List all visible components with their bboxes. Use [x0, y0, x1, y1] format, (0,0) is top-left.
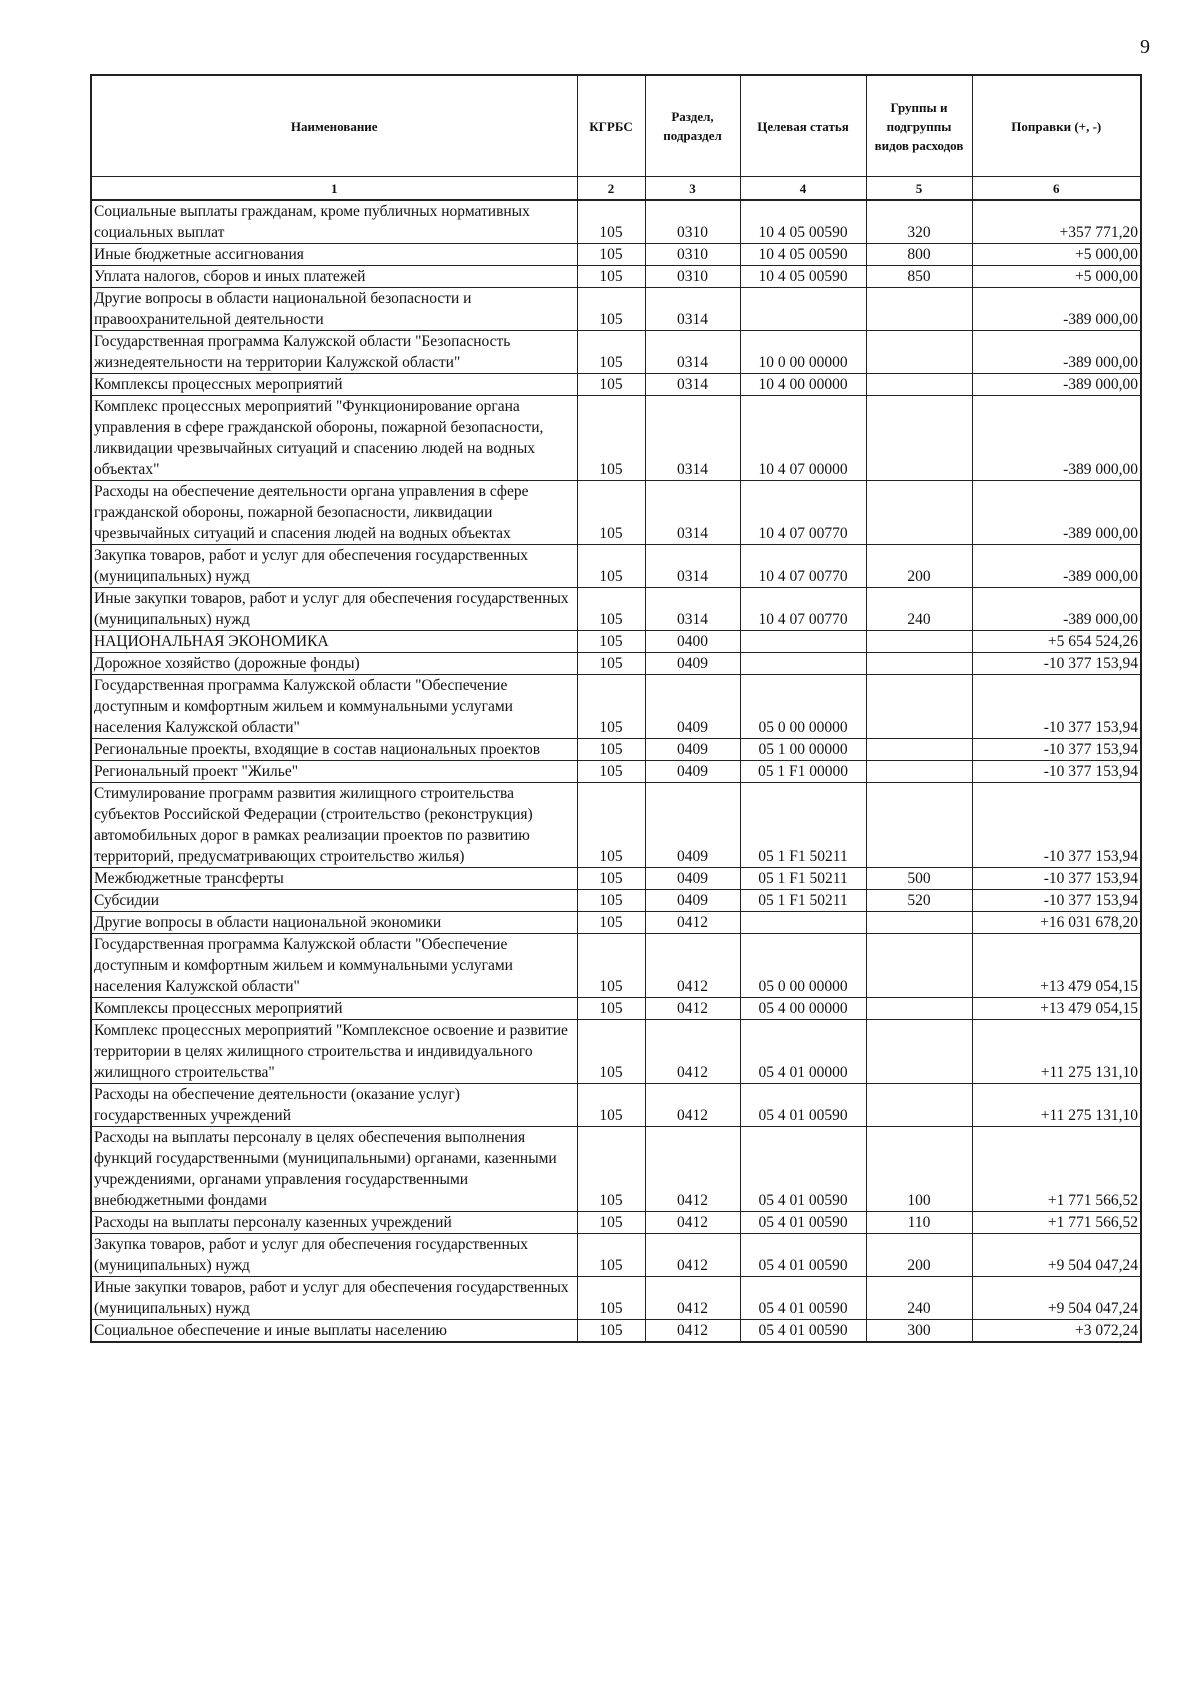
row-kgrbs: 105 [577, 631, 645, 653]
table-row [91, 653, 1141, 675]
row-kgrbs: 105 [577, 761, 645, 783]
row-section: 0314 [645, 374, 740, 396]
row-section: 0412 [645, 1320, 740, 1343]
row-group [866, 374, 972, 396]
row-group: 500 [866, 868, 972, 890]
row-target: 05 4 01 00590 [740, 1127, 866, 1212]
column-number: 1 [91, 177, 577, 201]
row-amount: -10 377 153,94 [972, 653, 1141, 675]
row-name: Другие вопросы в области национальной безопасности и правоохранительной деятельности [91, 288, 577, 331]
row-amount: +1 771 566,52 [972, 1127, 1141, 1212]
table-row [91, 1277, 1141, 1320]
row-section: 0409 [645, 653, 740, 675]
row-target: 10 4 05 00590 [740, 266, 866, 288]
row-group [866, 912, 972, 934]
row-name: Комплексы процессных мероприятий [91, 374, 577, 396]
row-target [740, 912, 866, 934]
header-target: Целевая статья [740, 75, 866, 177]
row-section: 0412 [645, 1084, 740, 1127]
row-kgrbs: 105 [577, 244, 645, 266]
row-name: Государственная программа Калужской области "Обеспечение доступным и комфортным жильем и коммунальными услугами населения Калужской области" [91, 934, 577, 998]
table-row [91, 998, 1141, 1020]
row-section: 0310 [645, 200, 740, 244]
row-group [866, 761, 972, 783]
page-number: 9 [1140, 36, 1150, 58]
row-group [866, 934, 972, 998]
row-name: Закупка товаров, работ и услуг для обеспечения государственных (муниципальных) нужд [91, 545, 577, 588]
row-group [866, 1020, 972, 1084]
row-section: 0314 [645, 331, 740, 374]
table-row [91, 1084, 1141, 1127]
header-amendment: Поправки (+, -) [972, 75, 1141, 177]
row-name: НАЦИОНАЛЬНАЯ ЭКОНОМИКА [91, 631, 577, 653]
row-section: 0412 [645, 1212, 740, 1234]
row-section: 0314 [645, 481, 740, 545]
table-row [91, 374, 1141, 396]
row-amount: +3 072,24 [972, 1320, 1141, 1343]
row-kgrbs: 105 [577, 1234, 645, 1277]
row-amount: -389 000,00 [972, 588, 1141, 631]
row-kgrbs: 105 [577, 1212, 645, 1234]
row-target [740, 288, 866, 331]
row-section: 0412 [645, 934, 740, 998]
row-name: Расходы на обеспечение деятельности (оказание услуг) государственных учреждений [91, 1084, 577, 1127]
row-kgrbs: 105 [577, 783, 645, 868]
row-name: Субсидии [91, 890, 577, 912]
row-target: 05 4 01 00590 [740, 1212, 866, 1234]
table-row [91, 912, 1141, 934]
column-number: 3 [645, 177, 740, 201]
row-section: 0409 [645, 739, 740, 761]
row-name: Комплексы процессных мероприятий [91, 998, 577, 1020]
row-kgrbs: 105 [577, 1320, 645, 1343]
row-section: 0409 [645, 890, 740, 912]
budget-amendments-table [90, 74, 1142, 1343]
row-target: 10 4 00 00000 [740, 374, 866, 396]
row-amount: -10 377 153,94 [972, 761, 1141, 783]
row-group [866, 631, 972, 653]
table-row [91, 588, 1141, 631]
row-kgrbs: 105 [577, 653, 645, 675]
table-row [91, 1020, 1141, 1084]
row-kgrbs: 105 [577, 739, 645, 761]
row-target: 10 4 07 00770 [740, 545, 866, 588]
row-amount: +1 771 566,52 [972, 1212, 1141, 1234]
row-name: Межбюджетные трансферты [91, 868, 577, 890]
row-name: Расходы на обеспечение деятельности органа управления в сфере гражданской обороны, пожарной безопасности, ликвидации чрезвычайных ситуаций и спасения людей на водных объектах [91, 481, 577, 545]
table-row [91, 244, 1141, 266]
row-name: Иные закупки товаров, работ и услуг для обеспечения государственных (муниципальных) нужд [91, 588, 577, 631]
row-target [740, 631, 866, 653]
header-group: Группы и подгруппы видов расходов [866, 75, 972, 177]
row-amount: -389 000,00 [972, 481, 1141, 545]
row-section: 0314 [645, 588, 740, 631]
row-name: Социальное обеспечение и иные выплаты населению [91, 1320, 577, 1343]
row-section: 0400 [645, 631, 740, 653]
row-group [866, 998, 972, 1020]
column-number: 2 [577, 177, 645, 201]
row-amount: +13 479 054,15 [972, 934, 1141, 998]
row-name: Иные бюджетные ассигнования [91, 244, 577, 266]
table-row [91, 761, 1141, 783]
row-kgrbs: 105 [577, 545, 645, 588]
row-name: Социальные выплаты гражданам, кроме публичных нормативных социальных выплат [91, 200, 577, 244]
row-section: 0314 [645, 396, 740, 481]
row-group [866, 675, 972, 739]
row-amount: +11 275 131,10 [972, 1020, 1141, 1084]
row-section: 0409 [645, 761, 740, 783]
row-target: 05 1 00 00000 [740, 739, 866, 761]
table-row [91, 934, 1141, 998]
row-kgrbs: 105 [577, 675, 645, 739]
row-amount: -389 000,00 [972, 288, 1141, 331]
row-section: 0412 [645, 998, 740, 1020]
row-amount: +5 654 524,26 [972, 631, 1141, 653]
row-group [866, 288, 972, 331]
row-kgrbs: 105 [577, 288, 645, 331]
row-name: Уплата налогов, сборов и иных платежей [91, 266, 577, 288]
row-section: 0409 [645, 675, 740, 739]
row-target: 05 0 00 00000 [740, 675, 866, 739]
row-name: Государственная программа Калужской области "Безопасность жизнедеятельности на территории Калужской области" [91, 331, 577, 374]
row-kgrbs: 105 [577, 998, 645, 1020]
table-row [91, 266, 1141, 288]
row-target: 05 1 F1 50211 [740, 868, 866, 890]
table-row [91, 631, 1141, 653]
table-row [91, 1212, 1141, 1234]
row-name: Другие вопросы в области национальной экономики [91, 912, 577, 934]
row-kgrbs: 105 [577, 200, 645, 244]
row-amount: -389 000,00 [972, 545, 1141, 588]
column-number: 5 [866, 177, 972, 201]
row-amount: -10 377 153,94 [972, 675, 1141, 739]
table-row [91, 1127, 1141, 1212]
row-target: 10 4 05 00590 [740, 200, 866, 244]
table-row [91, 739, 1141, 761]
table-row [91, 868, 1141, 890]
row-group: 110 [866, 1212, 972, 1234]
row-group [866, 481, 972, 545]
row-kgrbs: 105 [577, 1127, 645, 1212]
table-row [91, 545, 1141, 588]
table-row [91, 890, 1141, 912]
row-group: 240 [866, 1277, 972, 1320]
row-section: 0412 [645, 1127, 740, 1212]
row-target: 05 0 00 00000 [740, 934, 866, 998]
header-row [91, 75, 1141, 177]
row-kgrbs: 105 [577, 481, 645, 545]
row-group [866, 653, 972, 675]
row-kgrbs: 105 [577, 396, 645, 481]
row-section: 0310 [645, 266, 740, 288]
row-group: 100 [866, 1127, 972, 1212]
row-amount: +16 031 678,20 [972, 912, 1141, 934]
row-amount: +357 771,20 [972, 200, 1141, 244]
table-row [91, 200, 1141, 244]
row-name: Дорожное хозяйство (дорожные фонды) [91, 653, 577, 675]
row-group: 850 [866, 266, 972, 288]
row-group [866, 1084, 972, 1127]
row-amount: -10 377 153,94 [972, 739, 1141, 761]
row-name: Комплекс процессных мероприятий "Функционирование органа управления в сфере гражданской обороны, пожарной безопасности, ликвидации чрезвычайных ситуаций и спасению людей на водных объектах" [91, 396, 577, 481]
row-target: 05 1 F1 50211 [740, 890, 866, 912]
row-name: Расходы на выплаты персоналу казенных учреждений [91, 1212, 577, 1234]
row-target: 10 4 07 00770 [740, 588, 866, 631]
row-group: 200 [866, 1234, 972, 1277]
row-kgrbs: 105 [577, 331, 645, 374]
row-kgrbs: 105 [577, 1277, 645, 1320]
row-section: 0412 [645, 912, 740, 934]
row-target: 10 0 00 00000 [740, 331, 866, 374]
row-amount: -389 000,00 [972, 396, 1141, 481]
table-row [91, 1320, 1141, 1343]
header-section: Раздел, подраздел [645, 75, 740, 177]
table-row [91, 675, 1141, 739]
row-group: 520 [866, 890, 972, 912]
row-amount: -10 377 153,94 [972, 868, 1141, 890]
row-kgrbs: 105 [577, 890, 645, 912]
row-group [866, 739, 972, 761]
table-row [91, 396, 1141, 481]
table-row [91, 481, 1141, 545]
row-target: 05 4 01 00590 [740, 1084, 866, 1127]
row-amount: -10 377 153,94 [972, 890, 1141, 912]
row-kgrbs: 105 [577, 1084, 645, 1127]
row-amount: +9 504 047,24 [972, 1277, 1141, 1320]
row-kgrbs: 105 [577, 266, 645, 288]
column-number: 6 [972, 177, 1141, 201]
row-group: 200 [866, 545, 972, 588]
table-body [91, 200, 1141, 1342]
row-target: 05 4 01 00590 [740, 1320, 866, 1343]
row-group: 800 [866, 244, 972, 266]
row-group: 300 [866, 1320, 972, 1343]
row-amount: +13 479 054,15 [972, 998, 1141, 1020]
row-target: 10 4 07 00770 [740, 481, 866, 545]
table-row [91, 1234, 1141, 1277]
row-section: 0409 [645, 868, 740, 890]
row-section: 0314 [645, 545, 740, 588]
row-amount: -10 377 153,94 [972, 783, 1141, 868]
row-group: 240 [866, 588, 972, 631]
row-name: Иные закупки товаров, работ и услуг для обеспечения государственных (муниципальных) нужд [91, 1277, 577, 1320]
row-target: 05 1 F1 50211 [740, 783, 866, 868]
row-name: Расходы на выплаты персоналу в целях обеспечения выполнения функций государственными (муниципальными) органами, казенными учреждениями, органами управления государственными внебюджетными фондами [91, 1127, 577, 1212]
row-kgrbs: 105 [577, 374, 645, 396]
row-target: 05 4 00 00000 [740, 998, 866, 1020]
row-name: Региональный проект "Жилье" [91, 761, 577, 783]
row-name: Региональные проекты, входящие в состав национальных проектов [91, 739, 577, 761]
row-group: 320 [866, 200, 972, 244]
row-name: Закупка товаров, работ и услуг для обеспечения государственных (муниципальных) нужд [91, 1234, 577, 1277]
row-group [866, 783, 972, 868]
column-number-row [91, 177, 1141, 201]
row-amount: +5 000,00 [972, 266, 1141, 288]
row-target: 05 1 F1 00000 [740, 761, 866, 783]
row-section: 0409 [645, 783, 740, 868]
row-kgrbs: 105 [577, 934, 645, 998]
header-name: Наименование [91, 75, 577, 177]
row-name: Государственная программа Калужской области "Обеспечение доступным и комфортным жильем и коммунальными услугами населения Калужской области" [91, 675, 577, 739]
row-target: 10 4 05 00590 [740, 244, 866, 266]
row-target: 05 4 01 00590 [740, 1234, 866, 1277]
row-target: 05 4 01 00590 [740, 1277, 866, 1320]
header-kgrbs: КГРБС [577, 75, 645, 177]
row-amount: +5 000,00 [972, 244, 1141, 266]
row-kgrbs: 105 [577, 912, 645, 934]
row-amount: +9 504 047,24 [972, 1234, 1141, 1277]
row-target [740, 653, 866, 675]
row-amount: +11 275 131,10 [972, 1084, 1141, 1127]
row-target: 10 4 07 00000 [740, 396, 866, 481]
column-number: 4 [740, 177, 866, 201]
row-group [866, 331, 972, 374]
row-group [866, 396, 972, 481]
table-row [91, 331, 1141, 374]
row-amount: -389 000,00 [972, 331, 1141, 374]
table-row [91, 783, 1141, 868]
row-section: 0412 [645, 1277, 740, 1320]
row-target: 05 4 01 00000 [740, 1020, 866, 1084]
table-row [91, 288, 1141, 331]
row-kgrbs: 105 [577, 1020, 645, 1084]
row-kgrbs: 105 [577, 588, 645, 631]
row-section: 0412 [645, 1234, 740, 1277]
row-section: 0314 [645, 288, 740, 331]
row-amount: -389 000,00 [972, 374, 1141, 396]
row-section: 0412 [645, 1020, 740, 1084]
row-section: 0310 [645, 244, 740, 266]
row-kgrbs: 105 [577, 868, 645, 890]
row-name: Комплекс процессных мероприятий "Комплексное освоение и развитие территории в целях жилищного строительства и индивидуального жилищного строительства" [91, 1020, 577, 1084]
row-name: Стимулирование программ развития жилищного строительства субъектов Российской Федерации (строительство (реконструкция) автомобильных дорог в рамках реализации проектов по развитию территорий, предусматривающих строительство жилья) [91, 783, 577, 868]
